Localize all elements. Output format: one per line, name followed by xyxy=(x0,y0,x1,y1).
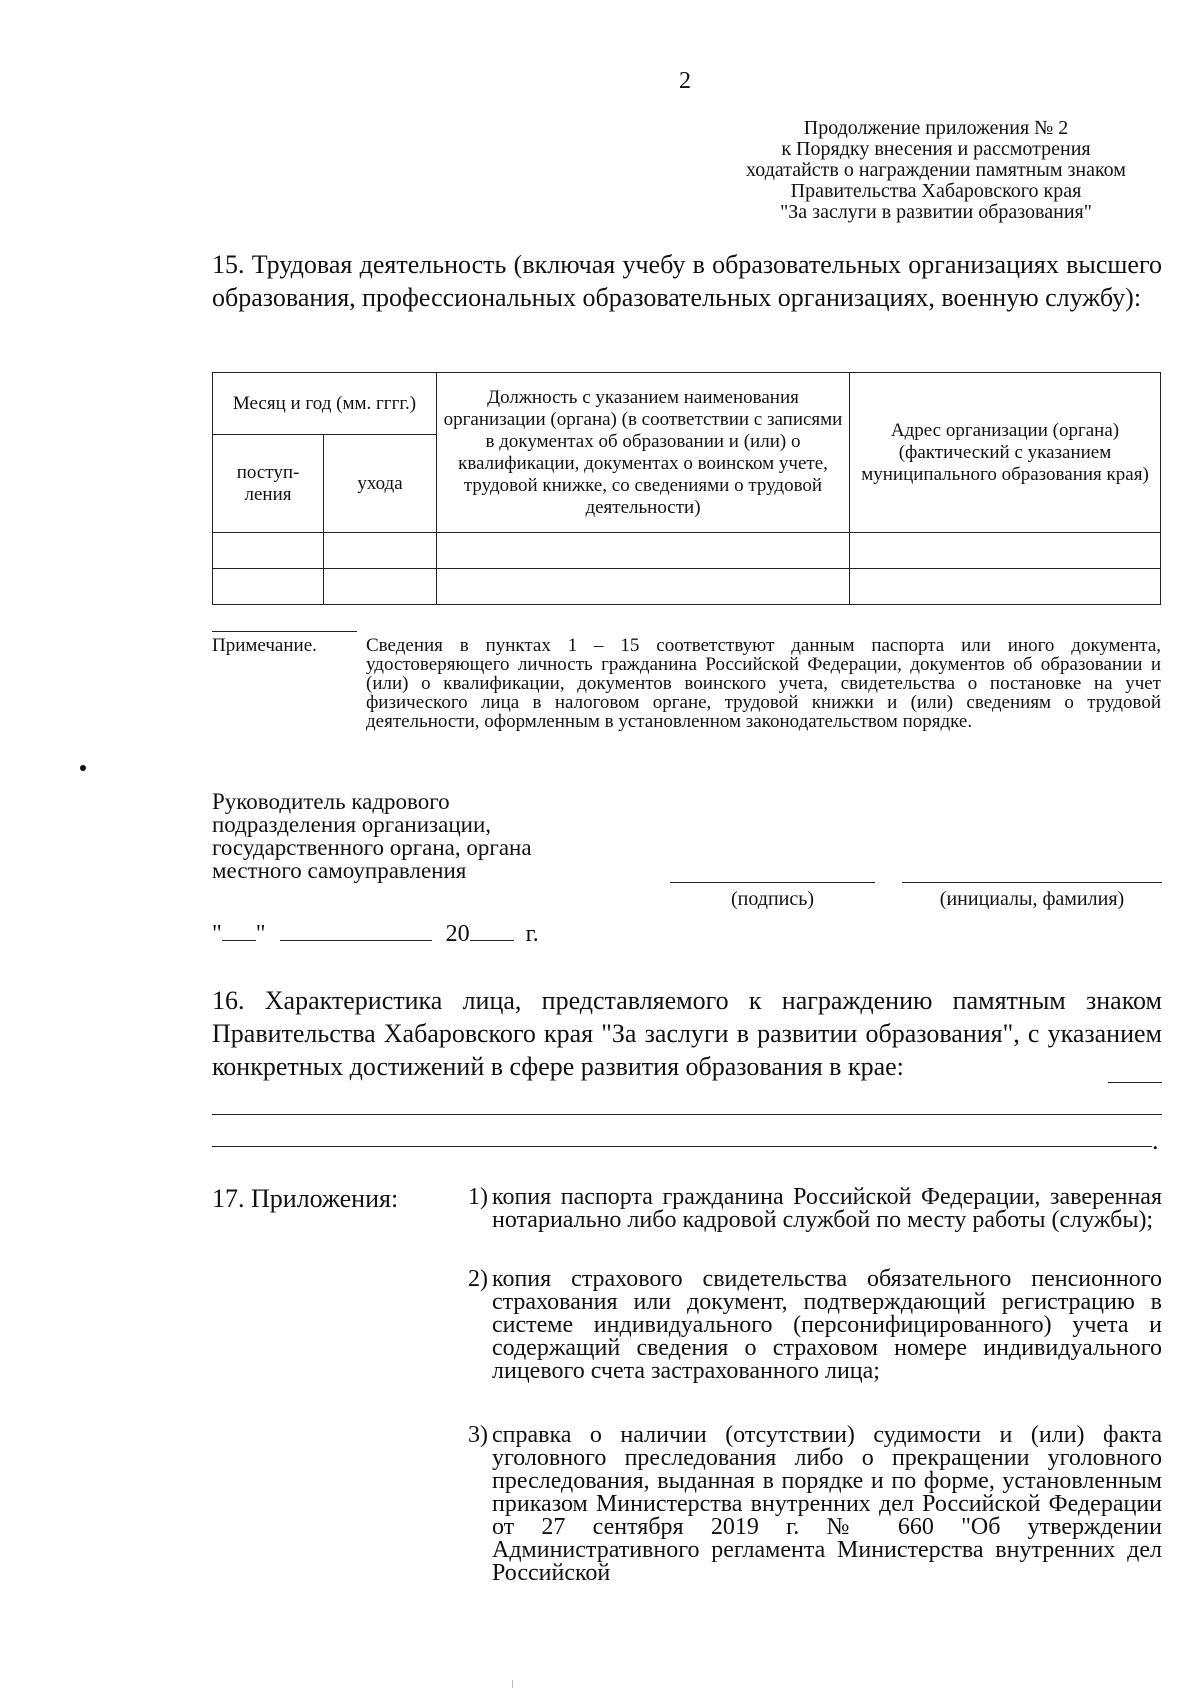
attachment-item xyxy=(448,1268,1162,1383)
signature-line[interactable] xyxy=(670,882,875,883)
attachment-text: копия паспорта гражданина Российской Федерации, заверенная нотариально либо кадровой службой по месту работы (службы); xyxy=(492,1184,1162,1233)
header-line-1: Продолжение приложения № 2 xyxy=(803,117,1069,139)
quote-open: " xyxy=(212,921,222,947)
signatory-line-2: подразделения организации, xyxy=(212,812,491,837)
header-line-5: "За заслуги в развитии образования" xyxy=(780,201,1092,223)
signatory-line-3: государственного органа, органа xyxy=(212,835,532,860)
characteristic-end-mark: . xyxy=(1152,1126,1159,1155)
section-16-text: 16. Характеристика лица, представляемого к награждению памятным знаком Правительства Хабаровского края "За заслуги в развитии образования", с указанием конкретных достижений в сфере развития образования в крае: xyxy=(212,986,1162,1081)
header-line-3: ходатайств о награждении памятным знаком xyxy=(746,159,1126,181)
signature-label: (подпись) xyxy=(730,888,815,910)
header-line-2: к Порядку внесения и рассмотрения xyxy=(781,138,1091,160)
attachment-item xyxy=(448,1186,1162,1232)
col-address-header: Адрес организации (органа) (фактический с указанием муниципального образования края) xyxy=(850,373,1161,533)
name-line[interactable] xyxy=(902,882,1162,883)
header-line-4: Правительства Хабаровского края xyxy=(790,180,1082,202)
table-row xyxy=(213,533,1161,569)
attachment-number: 3) xyxy=(468,1422,488,1448)
year-blank[interactable] xyxy=(470,918,514,941)
table-cell[interactable] xyxy=(213,533,324,569)
day-blank[interactable] xyxy=(222,918,256,941)
year-prefix: 20 xyxy=(445,921,470,947)
table-cell[interactable] xyxy=(213,569,324,605)
signatory-line-4: местного самоуправления xyxy=(212,858,467,883)
characteristic-fill-line[interactable] xyxy=(212,1114,1162,1115)
attachment-item xyxy=(448,1424,1162,1585)
section-15-text: 15. Трудовая деятельность (включая учебу в образовательных организациях высшего образования, профессиональных образовательных организациях, военную службу): xyxy=(212,250,1162,312)
month-blank[interactable] xyxy=(280,918,432,941)
note-label: Примечание. xyxy=(212,635,317,656)
attachment-text: справка о наличии (отсутствии) судимости и (или) факта уголовного преследования либо о прекращении уголовного преследования, выданная в порядке и по форме, установленным приказом Министерства внутренних дел Российской Федерации от 27 сентября 2019 г. № 660 "Об утверждении Административного регламента Министерства внутренних дел Российской xyxy=(492,1422,1162,1586)
section-17-label: 17. Приложения: xyxy=(212,1184,399,1213)
table-row xyxy=(213,569,1161,605)
work-history-table xyxy=(212,372,1161,605)
col-exit-header: ухода xyxy=(324,435,437,533)
signatory-title xyxy=(212,790,662,882)
col-entry-header: поступ-ления xyxy=(213,435,324,533)
bullet-dot xyxy=(80,765,86,771)
name-label: (инициалы, фамилия) xyxy=(939,888,1125,910)
date-line xyxy=(212,918,539,948)
characteristic-fill-line[interactable] xyxy=(212,1146,1152,1147)
note-rule xyxy=(212,631,357,632)
page-number: 2 xyxy=(679,68,691,94)
appendix-header xyxy=(716,118,1156,223)
table-cell[interactable] xyxy=(850,533,1161,569)
col-position-header: Должность с указанием наименования организации (органа) (в соответствии с записями в документах об образовании и (или) о квалификации, документах о воинском учете, трудовой книжке, со сведениями о трудовой деятельности) xyxy=(437,373,850,533)
table-cell[interactable] xyxy=(437,533,850,569)
attachment-text: копия страхового свидетельства обязательного пенсионного страхования или документ, подтверждающий регистрацию в системе индивидуального (персонифицированного) учета и содержащий сведения о страховом номере индивидуального лицевого счета застрахованного лица; xyxy=(492,1266,1162,1384)
table-cell[interactable] xyxy=(437,569,850,605)
table-cell[interactable] xyxy=(324,569,437,605)
attachment-number: 2) xyxy=(468,1266,488,1292)
table-cell[interactable] xyxy=(324,533,437,569)
col-month-year-header: Месяц и год (мм. гггг.) xyxy=(213,373,437,435)
scan-mark xyxy=(512,1680,513,1688)
signatory-line-1: Руководитель кадрового xyxy=(212,789,450,814)
quote-close: " xyxy=(255,921,266,947)
characteristic-fill-line[interactable] xyxy=(1108,1082,1162,1083)
note-text: Сведения в пунктах 1 – 15 соответствуют данным паспорта или иного документа, удостоверяющего личность гражданина Российской Федерации, документов об образовании и (или) о квалификации, документов воинского учета, свидетельства о постановке на учет физического лица в налоговом органе, трудовой книжки и (или) сведениям о трудовой деятельности, оформленным в установленном законодательством порядке. xyxy=(366,635,1161,732)
table-cell[interactable] xyxy=(850,569,1161,605)
attachment-number: 1) xyxy=(468,1184,488,1210)
year-suffix: г. xyxy=(525,921,539,947)
